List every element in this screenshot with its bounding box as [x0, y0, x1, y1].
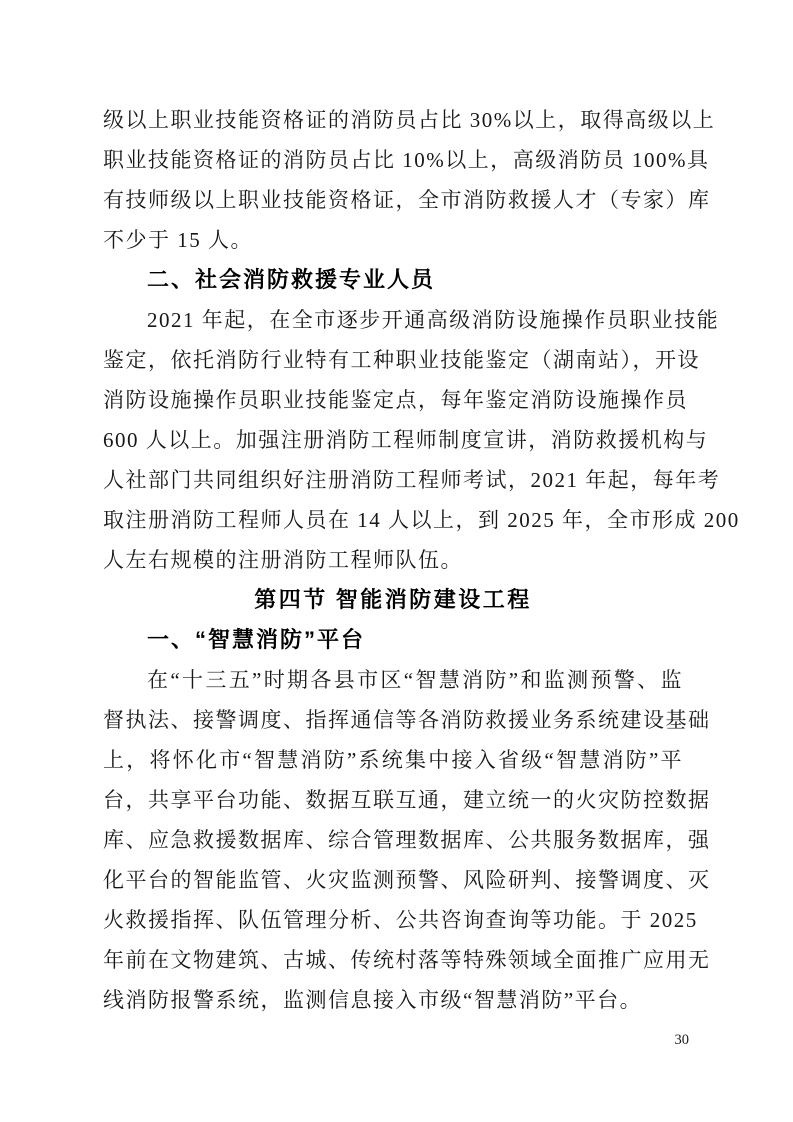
heading-smart-fire-platform: 一、“智慧消防”平台: [147, 627, 366, 652]
paragraph-line: 人左右规模的注册消防工程师队伍。: [103, 548, 463, 572]
paragraph-line: 上，将怀化市“智慧消防”系统集中接入省级“智慧消防”平: [103, 748, 683, 772]
paragraph-line: 火救援指挥、队伍管理分析、公共咨询查询等功能。于 2025: [103, 908, 698, 932]
paragraph-line: 线消防报警系统，监测信息接入市级“智慧消防”平台。: [103, 988, 643, 1012]
paragraph-line: 在“十三五”时期各县市区“智慧消防”和监测预警、监: [147, 668, 683, 692]
paragraph-line: 人社部门共同组织好注册消防工程师考试，2021 年起，每年考: [103, 468, 721, 492]
paragraph-line: 不少于 15 人。: [103, 228, 253, 252]
paragraph-line: 级以上职业技能资格证的消防员占比 30%以上，取得高级以上: [103, 108, 716, 132]
paragraph-line: 2021 年起，在全市逐步开通高级消防设施操作员职业技能: [147, 308, 720, 332]
paragraph-line: 鉴定，依托消防行业特有工种职业技能鉴定（湖南站），开设: [103, 348, 700, 372]
paragraph-line: 职业技能资格证的消防员占比 10%以上，高级消防员 100%具: [103, 148, 710, 172]
paragraph-line: 有技师级以上职业技能资格证，全市消防救援人才（专家）库: [103, 188, 711, 212]
paragraph-line: 督执法、接警调度、指挥通信等各消防救援业务系统建设基础: [103, 708, 711, 732]
paragraph-line: 年前在文物建筑、古城、传统村落等特殊领域全面推广应用无: [103, 948, 711, 972]
section-title: 第四节 智能消防建设工程: [254, 587, 532, 612]
document-body: [103, 100, 740, 1020]
paragraph-line: 600 人以上。加强注册消防工程师制度宣讲，消防救援机构与: [103, 428, 709, 452]
paragraph-line: 消防设施操作员职业技能鉴定点，每年鉴定消防设施操作员: [103, 388, 688, 412]
paragraph-line: 库、应急救援数据库、综合管理数据库、公共服务数据库，强: [103, 828, 711, 852]
paragraph-line: 取注册消防工程师人员在 14 人以上，到 2025 年，全市形成 200: [103, 508, 740, 532]
paragraph-line: 台，共享平台功能、数据互联互通，建立统一的火灾防控数据: [103, 788, 711, 812]
heading-social-personnel: 二、社会消防救援专业人员: [147, 267, 436, 292]
page-number: 30: [674, 1032, 689, 1048]
paragraph-line: 化平台的智能监管、火灾监测预警、风险研判、接警调度、灭: [103, 868, 711, 892]
